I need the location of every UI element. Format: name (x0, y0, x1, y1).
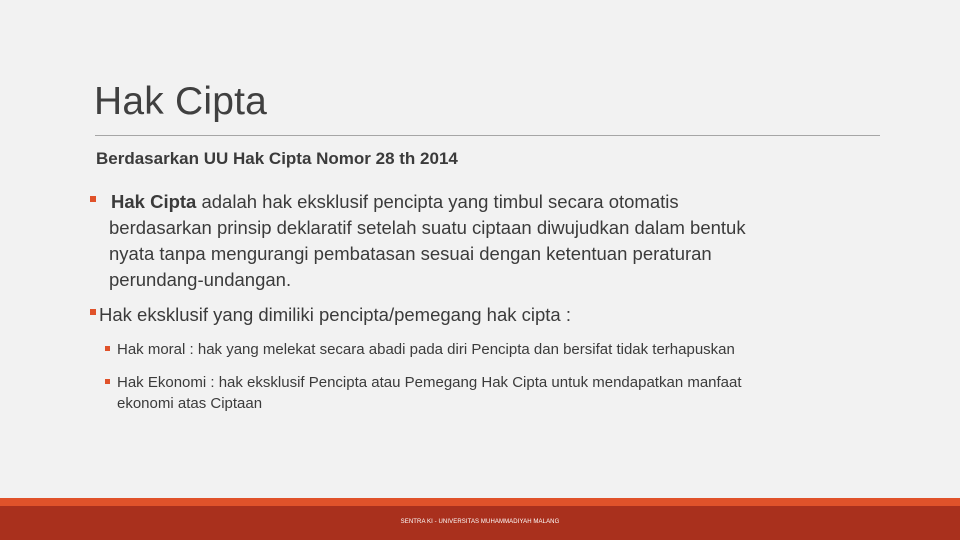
sub-bullet-line: Hak moral : hak yang melekat secara abadi pada diri Pencipta dan bersifat tidak terhapuskan (117, 341, 735, 358)
bullet-line (90, 189, 890, 215)
sub-bullet-line: ekonomi atas Ciptaan (117, 395, 263, 412)
bullet-hak-eksklusif (90, 302, 571, 328)
sub-bullet-hak-ekonomi (105, 372, 742, 414)
slide-subtitle: Berdasarkan UU Hak Cipta Nomor 28 th 2014 (96, 149, 458, 168)
title-divider (95, 135, 880, 136)
bullet-line: Hak eksklusif yang dimiliki pencipta/pemegang hak cipta : (99, 304, 571, 325)
sub-bullet-hak-moral (105, 339, 735, 360)
sub-bullet-line: Hak Ekonomi : hak eksklusif Pencipta atau Pemegang Hak Cipta untuk mendapatkan manfaat (117, 374, 742, 391)
bullet-text: adalah hak eksklusif pencipta yang timbul secara otomatis (196, 191, 679, 212)
footer-text: SENTRA KI - UNIVERSITAS MUHAMMADIYAH MALANG (400, 519, 560, 525)
square-bullet-icon (105, 346, 110, 351)
bullet-term: Hak Cipta (111, 191, 197, 212)
bullet-line: perundang-undangan. (109, 269, 292, 290)
square-bullet-icon (90, 196, 96, 202)
square-bullet-icon (90, 309, 96, 315)
square-bullet-icon (105, 379, 110, 384)
bullet-line: nyata tanpa mengurangi pembatasan sesuai dengan ketentuan peraturan (109, 243, 712, 264)
slide-title: Hak Cipta (94, 80, 268, 123)
footer-accent-strip (0, 498, 960, 506)
bullet-line: berdasarkan prinsip deklaratif setelah suatu ciptaan diwujudkan dalam bentuk (109, 217, 746, 238)
bullet-hak-cipta-definition (90, 189, 890, 293)
